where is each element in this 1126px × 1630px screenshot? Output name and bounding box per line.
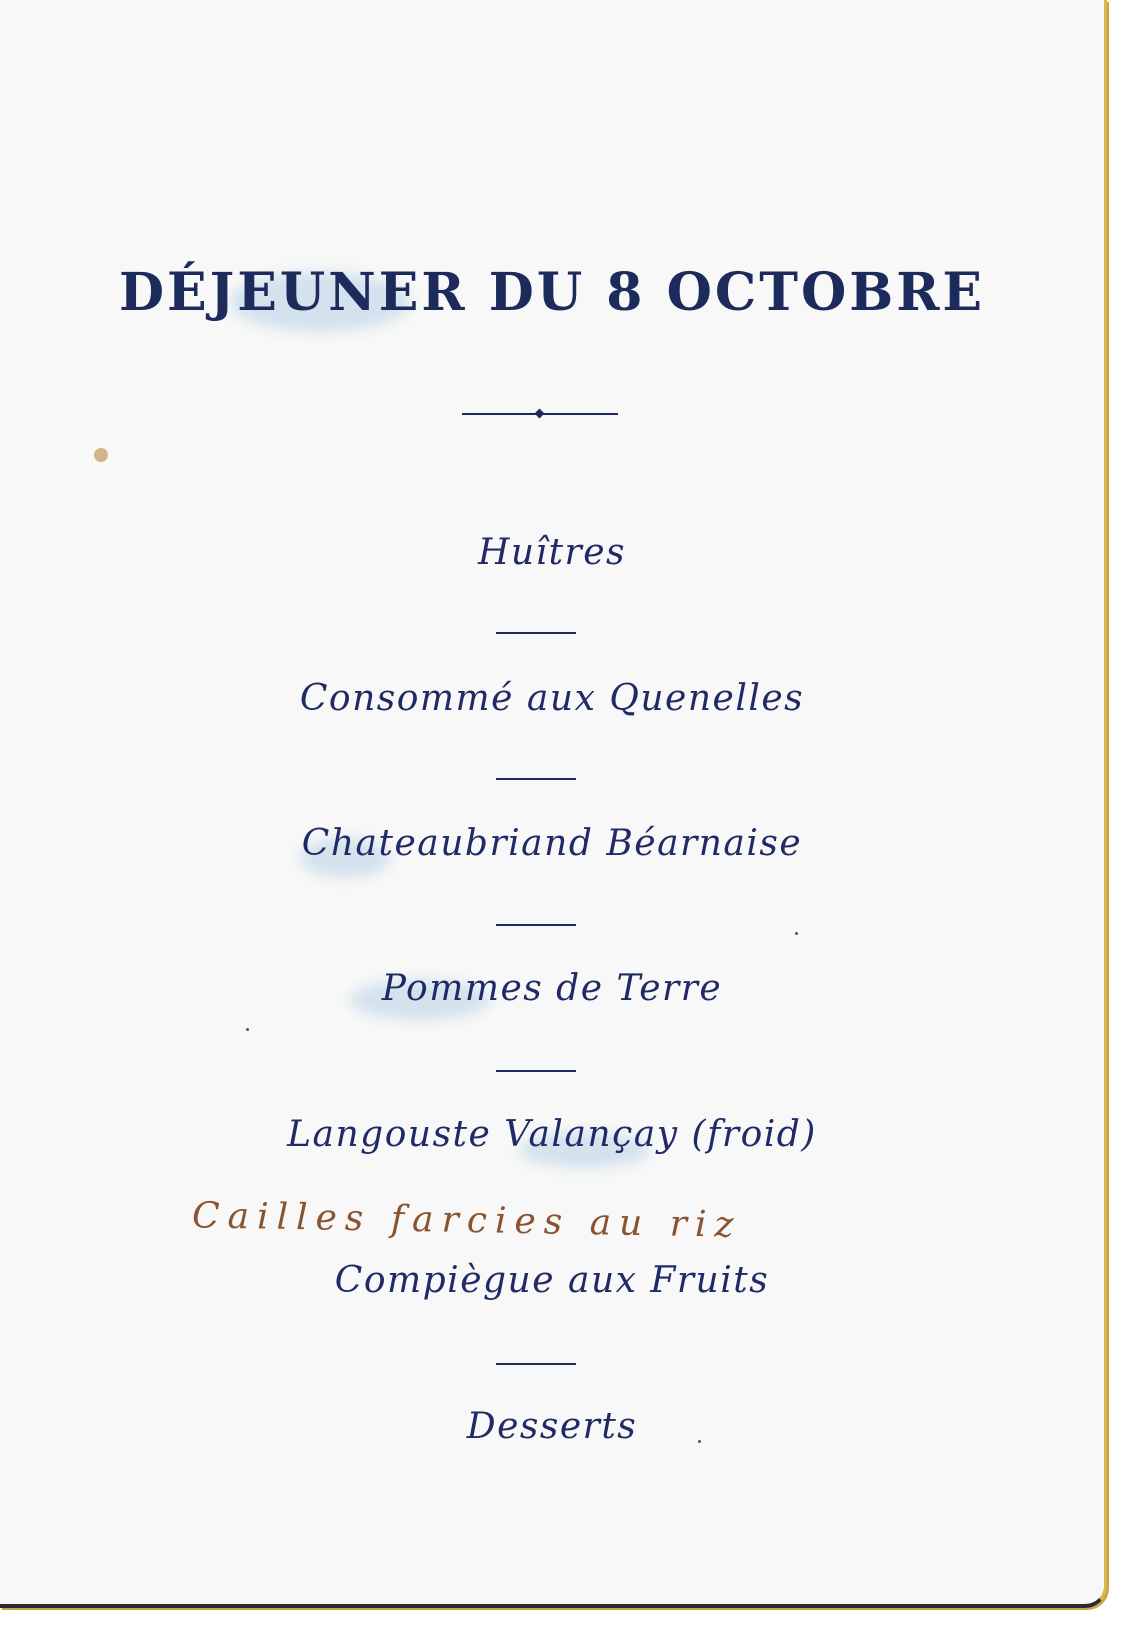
paper-speck [698, 1440, 701, 1443]
ornament-divider [462, 410, 618, 418]
paper-stain [94, 448, 108, 462]
course-item: Desserts [466, 1406, 638, 1447]
paper-speck [795, 932, 798, 935]
course-item: Huîtres [477, 532, 627, 573]
course-item: Consommé aux Quenelles [299, 678, 805, 719]
course-item: Pommes de Terre [381, 968, 723, 1009]
course-item: Chateaubriand Béarnaise [301, 823, 803, 864]
handwritten-note: Cailles farcies au riz [191, 1195, 742, 1246]
paper-speck [246, 1028, 249, 1031]
course-separator [496, 778, 576, 780]
menu-title: DÉJEUNER DU 8 OCTOBRE [118, 262, 986, 323]
course-separator [496, 1363, 576, 1365]
course-separator [496, 924, 576, 926]
course-separator [496, 1070, 576, 1072]
course-item: Langouste Valançay (froid) [287, 1114, 817, 1155]
course-item: Compiègue aux Fruits [334, 1260, 770, 1301]
course-separator [496, 632, 576, 634]
